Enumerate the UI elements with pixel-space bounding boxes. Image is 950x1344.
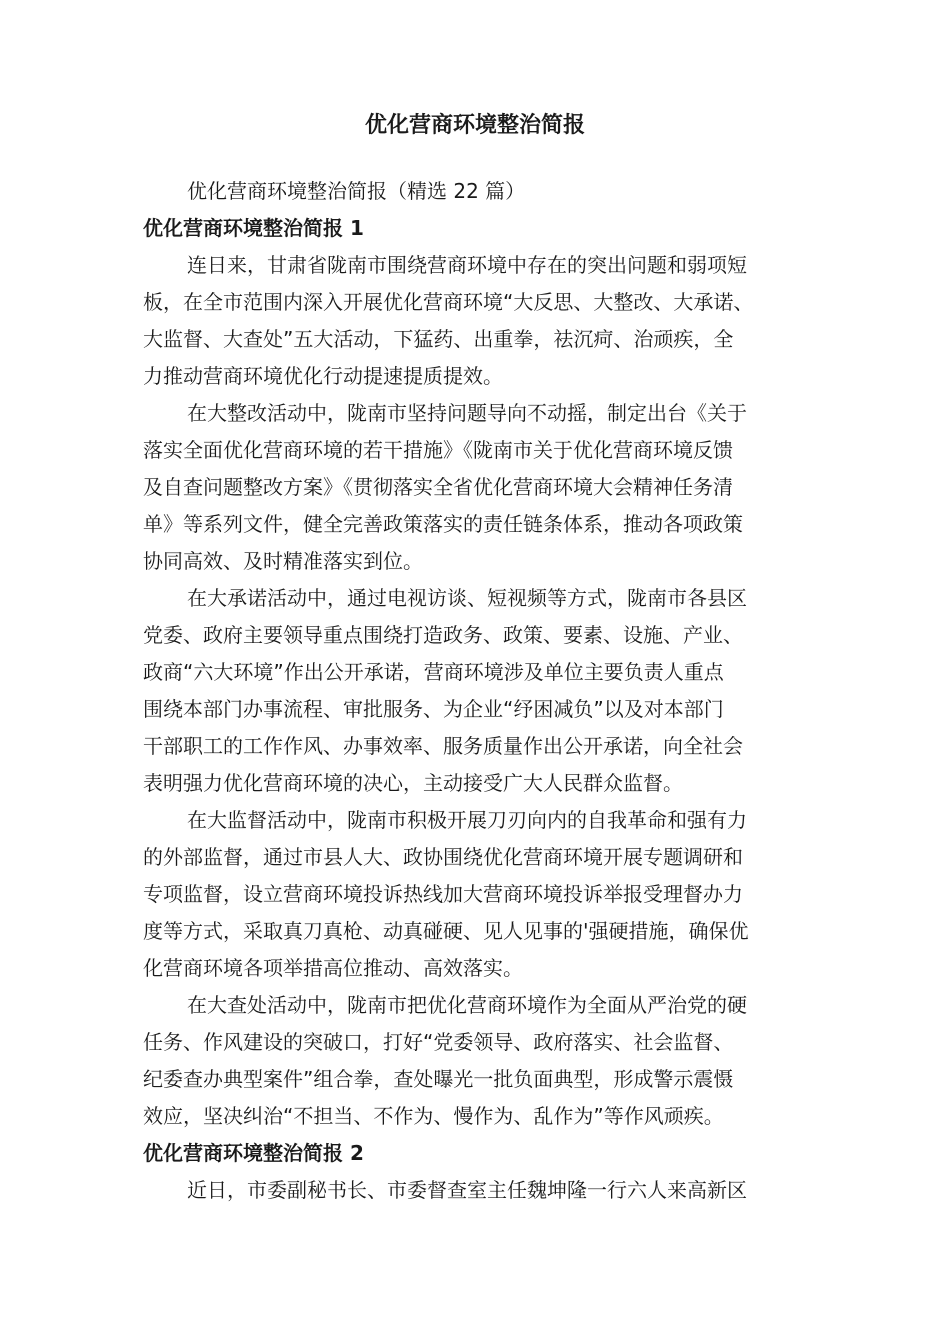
text-line: 协同高效、及时精准落实到位。	[143, 549, 423, 573]
text-line: 任务、作风建设的突破口，打好“党委领导、政府落实、社会监督、	[143, 1030, 734, 1054]
section-heading: 优化营商环境整治简报 1	[143, 216, 364, 240]
text-line: 大监督、大查处”五大活动，下猛药、出重拳，祛沉疴、治顽疾，全	[143, 327, 734, 351]
text-line: 近日，市委副秘书长、市委督查室主任魏坤隆一行六人来高新区	[187, 1178, 747, 1202]
text-line: 效应，坚决纠治“不担当、不作为、慢作为、乱作为”等作风顽疾。	[143, 1104, 724, 1128]
text-line: 化营商环境各项举措高位推动、高效落实。	[143, 956, 523, 980]
text-line: 政商“六大环境”作出公开承诺，营商环境涉及单位主要负责人重点	[143, 660, 724, 684]
section-heading: 优化营商环境整治简报 2	[143, 1141, 364, 1165]
text-line: 专项监督，设立营商环境投诉热线加大营商环境投诉举报受理督办力	[143, 882, 743, 906]
text-line: 表明强力优化营商环境的决心，主动接受广大人民群众监督。	[143, 771, 683, 795]
text-line: 党委、政府主要领导重点围绕打造政务、政策、要素、设施、产业、	[143, 623, 743, 647]
text-line: 板，在全市范围内深入开展优化营商环境“大反思、大整改、大承诺、	[143, 290, 754, 314]
document-body	[143, 172, 811, 1209]
text-line: 及自查问题整改方案》《贯彻落实全省优化营商环境大会精神任务清	[143, 475, 733, 499]
text-line: 的外部监督，通过市县人大、政协围绕优化营商环境开展专题调研和	[143, 845, 743, 869]
text-line: 干部职工的工作作风、办事效率、服务质量作出公开承诺，向全社会	[143, 734, 743, 758]
text-line: 力推动营商环境优化行动提速提质提效。	[143, 364, 503, 388]
text-line: 连日来，甘肃省陇南市围绕营商环境中存在的突出问题和弱项短	[187, 253, 747, 277]
text-line: 在大整改活动中，陇南市坚持问题导向不动摇，制定出台《关于	[187, 401, 747, 425]
text-line: 纪委查办典型案件”组合拳，查处曝光一批负面典型，形成警示震慑	[143, 1067, 734, 1091]
page-title: 优化营商环境整治简报	[364, 113, 585, 138]
text-line: 单》等系列文件，健全完善政策落实的责任链条体系，推动各项政策	[143, 512, 743, 536]
text-line: 围绕本部门办事流程、审批服务、为企业“纾困减负”以及对本部门	[143, 697, 724, 721]
text-line: 度等方式，采取真刀真枪、动真碰硬、见人见事的'强硬措施，确保优	[143, 919, 749, 943]
text-line: 落实全面优化营商环境的若干措施》《陇南市关于优化营商环境反馈	[143, 438, 733, 462]
document-subtitle: 优化营商环境整治简报（精选 22 篇）	[187, 179, 526, 203]
paragraph-lines	[143, 210, 811, 1209]
text-line: 在大承诺活动中，通过电视访谈、短视频等方式，陇南市各县区	[187, 586, 747, 610]
text-line: 在大查处活动中，陇南市把优化营商环境作为全面从严治党的硬	[187, 993, 747, 1017]
text-line: 在大监督活动中，陇南市积极开展刀刃向内的自我革命和强有力	[187, 808, 747, 832]
